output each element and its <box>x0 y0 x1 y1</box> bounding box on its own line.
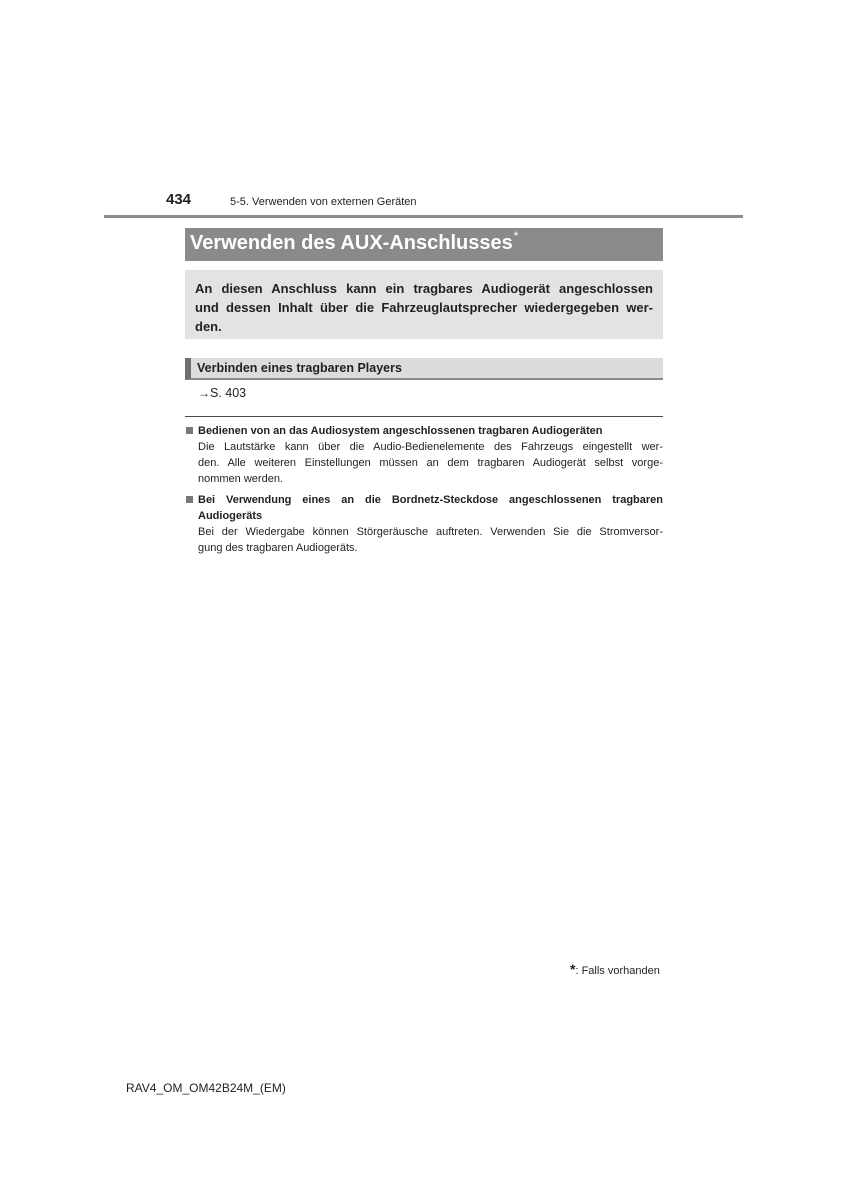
footnote-asterisk: * <box>570 961 576 977</box>
footnote <box>570 961 660 977</box>
page-reference-text: S. 403 <box>210 386 247 400</box>
intro-box <box>185 270 663 339</box>
note-2-body-line-2: gung des tragbaren Audiogeräts. <box>198 542 358 554</box>
section-heading-bar <box>185 358 663 380</box>
note-2-heading-line-2: Audiogeräts <box>198 510 263 522</box>
page-number: 434 <box>166 191 192 208</box>
chapter-breadcrumb: 5-5. Verwenden von externen Geräten <box>230 196 417 208</box>
footnote-text: : Falls vorhanden <box>575 965 660 977</box>
intro-line-2: und dessen Inhalt über die Fahrzeuglautsprecher wiedergegeben wer- <box>195 300 653 315</box>
note-1-body-line-1: Die Lautstärke kann über die Audio-Bedienelemente des Fahrzeugs eingestellt wer- <box>198 441 663 453</box>
note-2-body-line-1: Bei der Wiedergabe können Störgeräusche auftreten. Verwenden Sie die Stromversor- <box>198 526 663 538</box>
header-divider <box>104 215 743 218</box>
page-reference <box>198 386 246 400</box>
intro-line-1: An diesen Anschluss kann ein tragbares Audiogerät angeschlossen <box>195 281 653 296</box>
note-2-heading-row <box>185 492 663 508</box>
square-bullet-icon <box>186 496 193 503</box>
page-title: Verwenden des AUX-Anschlusses <box>190 232 513 254</box>
page-title-bar <box>185 228 663 261</box>
note-1-heading: Bedienen von an das Audiosystem angeschlossenen tragbaren Audiogeräten <box>198 425 603 437</box>
note-1-body-line-2: den. Alle weiteren Einstellungen müssen an dem tragbaren Audiogerät selbst vorge- <box>198 457 663 469</box>
note-2-heading-line-1: Bei Verwendung eines an die Bordnetz-Steckdose angeschlossenen tragbaren <box>198 494 663 506</box>
title-asterisk: * <box>513 229 519 243</box>
arrow-icon: → <box>198 386 210 400</box>
note-1-heading-row <box>185 423 663 439</box>
note-1-body-line-3: nommen werden. <box>198 473 283 485</box>
note-2 <box>185 492 663 556</box>
notes-divider <box>185 416 663 417</box>
document-code: RAV4_OM_OM42B24M_(EM) <box>126 1081 286 1095</box>
note-1 <box>185 423 663 487</box>
intro-line-3: den. <box>195 319 222 334</box>
section-heading: Verbinden eines tragbaren Players <box>197 361 402 375</box>
square-bullet-icon <box>186 427 193 434</box>
